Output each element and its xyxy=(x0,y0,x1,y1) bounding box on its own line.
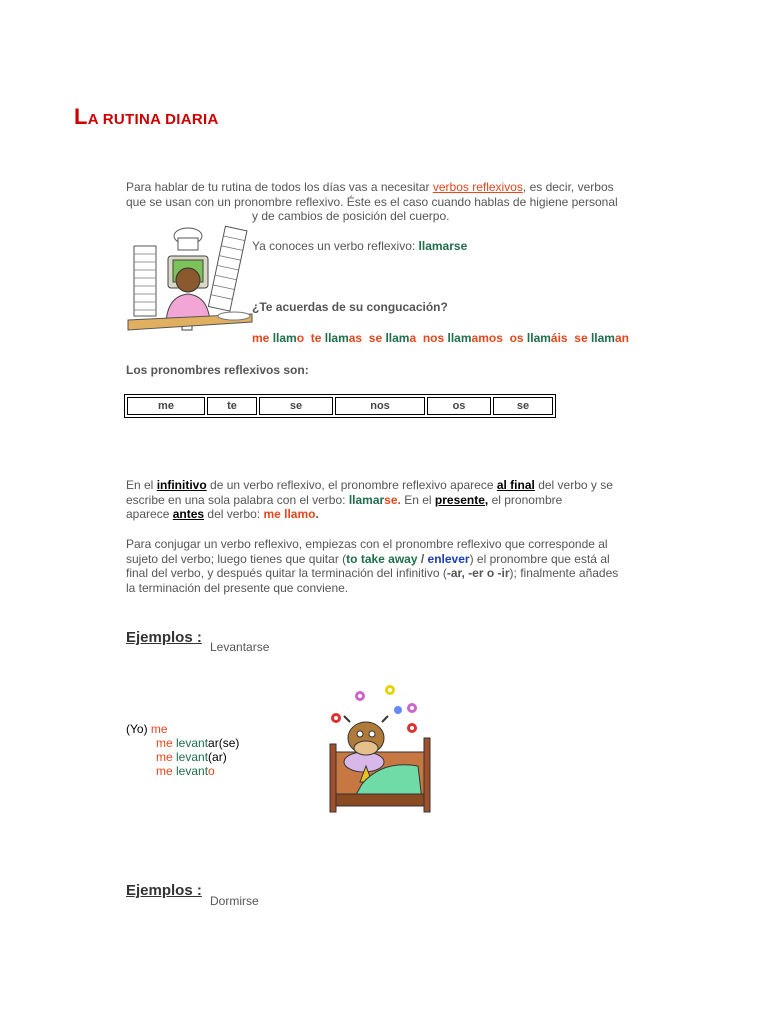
cow-in-bed-illustration xyxy=(322,682,438,818)
pronouns-table xyxy=(124,394,556,418)
intro-line-3: y de cambios de posición del cuerpo. xyxy=(252,209,450,223)
student-desk-illustration xyxy=(124,222,256,338)
conj-se-plural: se llaman xyxy=(574,331,629,345)
example1-verb: Levantarse xyxy=(210,640,270,654)
question: ¿Te acuerdas de su congucación? xyxy=(252,300,448,314)
conj-se: se llama xyxy=(368,331,417,345)
pronoun-cell: me xyxy=(127,397,205,415)
page-title xyxy=(74,104,219,130)
title-rest: A RUTINA DIARIA xyxy=(87,111,219,128)
conj-te: te llamas xyxy=(310,331,363,345)
pronoun-cell: os xyxy=(427,397,491,415)
intro-line-1: Para hablar de tu rutina de todos los días vas a necesitar verbos reflexivos, es decir, verbos xyxy=(126,180,614,194)
infinitive-paragraph: En el infinitivo de un verbo reflexivo, el pronombre reflexivo aparece al final del verbo y se escribe en una sola palabra con el verbo: llamarse. En el presente, el pronombre aparece antes del verbo: me llamo. xyxy=(126,478,613,521)
example1-heading: Ejemplos : xyxy=(126,629,202,646)
known-verb-line: Ya conoces un verbo reflexivo: llamarse xyxy=(252,239,468,253)
pronoun-cell: se xyxy=(493,397,553,415)
example1-steps: (Yo) me me levantar(se) me levant(ar) me levanto xyxy=(126,722,240,778)
pronouns-heading: Los pronombres reflexivos son: xyxy=(126,363,309,377)
intro-paragraph xyxy=(126,180,666,224)
example2-heading: Ejemplos : xyxy=(126,882,202,899)
intro-line-2: que se usan con un pronombre reflexivo. Éste es el caso cuando hablas de higiene personal xyxy=(126,194,618,209)
conjugate-paragraph: Para conjugar un verbo reflexivo, empiezas con el pronombre reflexivo que corresponde al sujeto del verbo; luego tienes que quitar (to take away / enlever) el pronombre que está al final del verbo, y después quitar la terminación del infinitivo (-ar, -er o -ir); finalmente añades la terminación del presente que conviene. xyxy=(126,537,619,595)
conj-os: os llamáis xyxy=(509,331,568,345)
pronoun-cell: se xyxy=(259,397,333,415)
conj-nos: nos llamamos xyxy=(422,331,503,345)
pronoun-cell: te xyxy=(207,397,257,415)
pronoun-cell: nos xyxy=(335,397,425,415)
example2-verb: Dormirse xyxy=(210,894,259,908)
known-verb: llamarse xyxy=(418,239,468,253)
llamarse-conjugation xyxy=(252,331,629,345)
conj-me: me llamo xyxy=(252,331,305,345)
title-first-letter: L xyxy=(74,104,88,129)
verbos-reflexivos-link[interactable]: verbos reflexivos xyxy=(432,180,523,194)
